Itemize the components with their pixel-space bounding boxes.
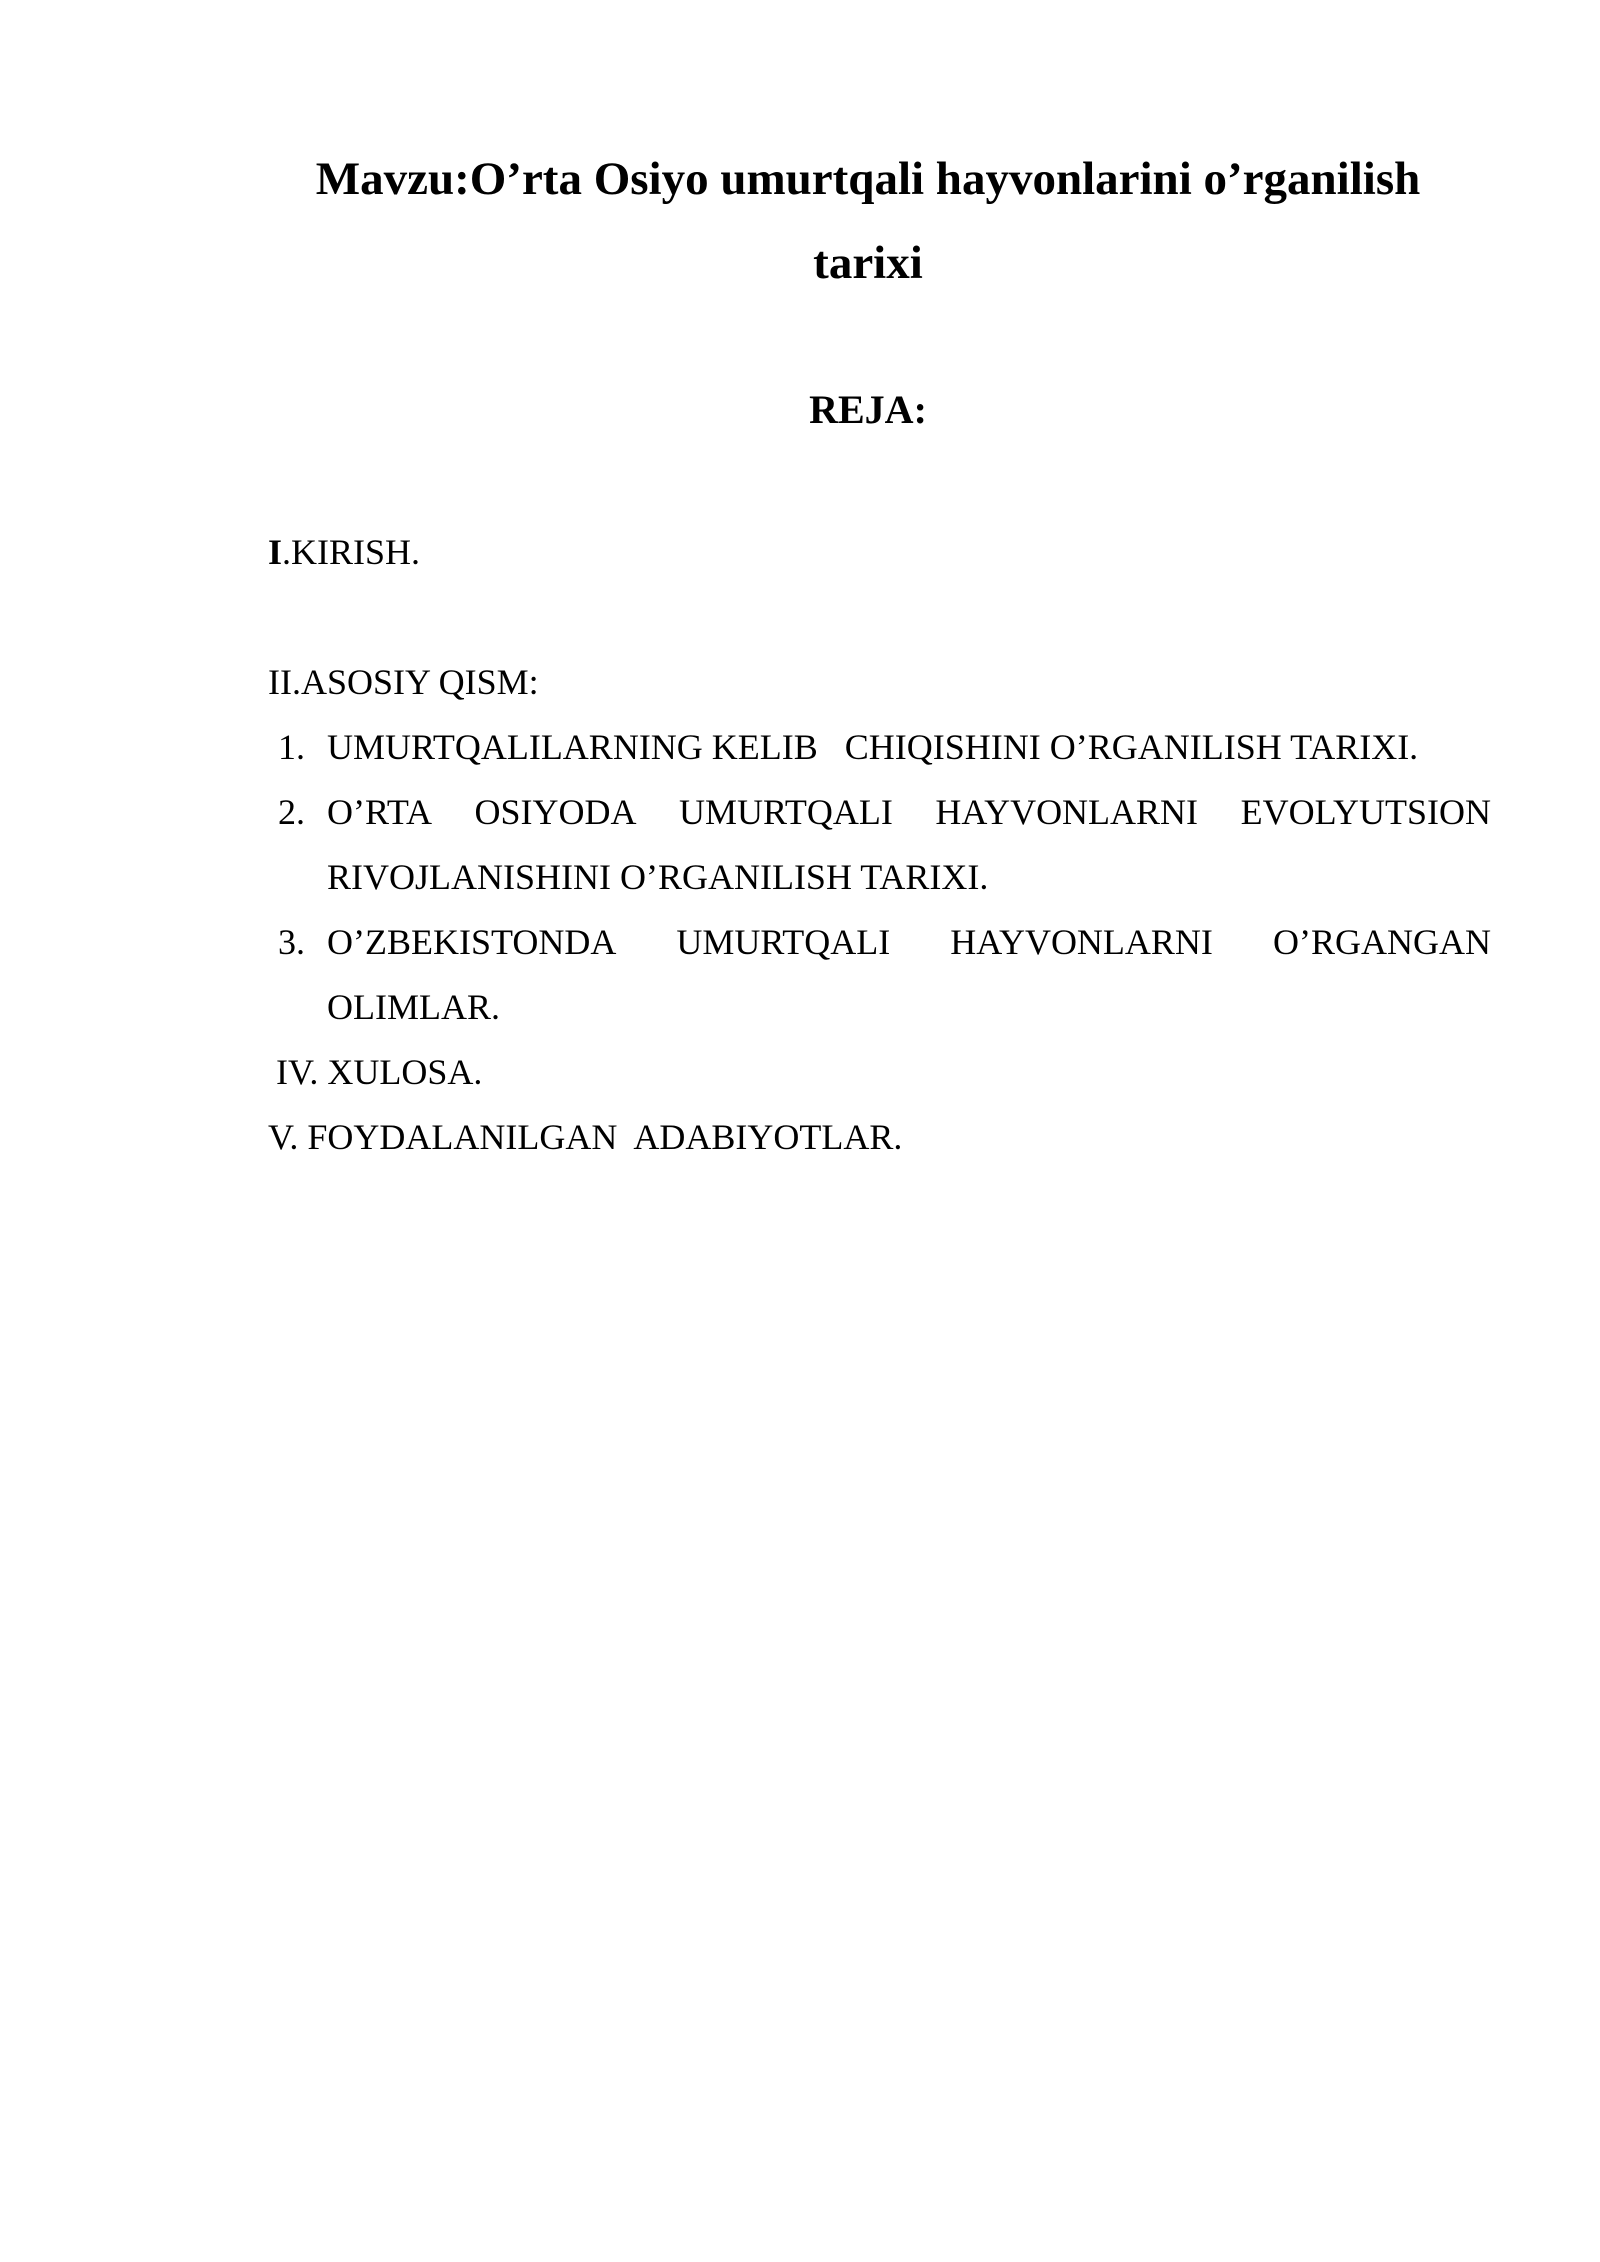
section-references: V. FOYDALANILGAN ADABIYOTLAR. <box>268 1117 903 1157</box>
section-conclusion: IV. XULOSA. <box>276 1052 483 1092</box>
list-item-word: O’RGANGAN <box>1272 922 1491 962</box>
list-item-word: O’RTA <box>327 792 432 832</box>
list-item-word: HAYVONLARNI <box>935 792 1199 832</box>
list-item-2-line-2: RIVOJLANISHINI O’RGANILISH TARIXI. <box>327 857 989 897</box>
section-introduction-label: .KIRISH. <box>282 532 421 572</box>
section-main-heading: II.ASOSIY QISM: <box>268 662 539 702</box>
list-item-word: EVOLYUTSION <box>1240 792 1491 832</box>
list-item-word: HAYVONLARNI <box>950 922 1213 962</box>
list-item-number: 3. <box>278 922 305 962</box>
list-item-number: 2. <box>278 792 305 832</box>
list-item-word: O’ZBEKISTONDA <box>327 922 617 962</box>
list-item-2-line-1 <box>327 794 1491 830</box>
document-title-line-2: tarixi <box>813 237 923 289</box>
section-introduction-numeral: I <box>268 532 283 572</box>
plan-heading: REJA: <box>809 387 927 432</box>
list-item-1-line-1: UMURTQALILARNING KELIB CHIQISHINI O’RGANILISH TARIXI. <box>327 727 1419 767</box>
section-introduction <box>268 534 420 570</box>
list-item-3-line-1 <box>327 924 1491 960</box>
list-item-3-line-2: OLIMLAR. <box>327 987 500 1027</box>
list-item-word: UMURTQALI <box>676 922 891 962</box>
document-title-line-1: Mavzu:O’rta Osiyo umurtqali hayvonlarini o’rganilish <box>315 153 1421 205</box>
list-item-word: UMURTQALI <box>679 792 893 832</box>
list-item-word: OSIYODA <box>474 792 637 832</box>
list-item-number: 1. <box>278 727 305 767</box>
